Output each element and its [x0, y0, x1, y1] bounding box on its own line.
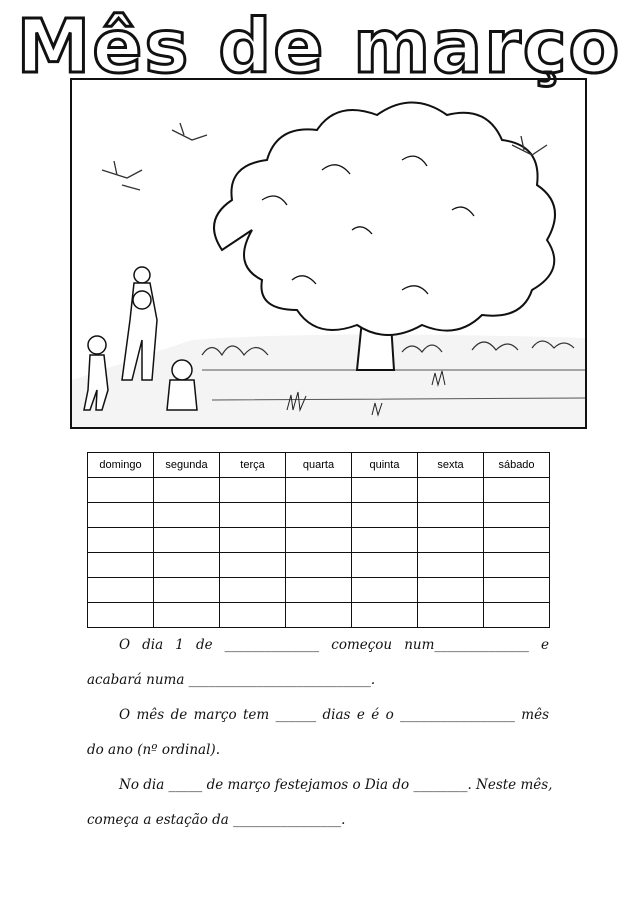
calendar-day-cell[interactable]	[352, 553, 418, 578]
calendar-day-cell[interactable]	[220, 478, 286, 503]
calendar-day-cell[interactable]	[88, 603, 154, 628]
calendar-day-cell[interactable]	[88, 553, 154, 578]
calendar-day-cell[interactable]	[352, 528, 418, 553]
calendar-day-cell[interactable]	[286, 603, 352, 628]
calendar-day-cell[interactable]	[286, 503, 352, 528]
calendar-header-cell: domingo	[88, 453, 154, 478]
calendar-header-cell: terça	[220, 453, 286, 478]
calendar-header-cell: sexta	[418, 453, 484, 478]
calendar-header-cell: quarta	[286, 453, 352, 478]
calendar-day-cell[interactable]	[484, 553, 550, 578]
calendar-day-cell[interactable]	[418, 478, 484, 503]
calendar-day-cell[interactable]	[418, 503, 484, 528]
calendar-day-cell[interactable]	[352, 603, 418, 628]
calendar-day-cell[interactable]	[352, 503, 418, 528]
calendar-day-cell[interactable]	[484, 528, 550, 553]
calendar-day-cell[interactable]	[154, 503, 220, 528]
illustration	[70, 78, 587, 429]
paragraph-line: O mês de março tem ______ dias e é o _________________ mês	[119, 707, 549, 723]
calendar-day-cell[interactable]	[154, 578, 220, 603]
calendar-day-cell[interactable]	[286, 478, 352, 503]
calendar-week-row	[88, 503, 550, 528]
paragraph-line: O dia 1 de ______________ começou num______________ e	[119, 637, 549, 653]
calendar-day-cell[interactable]	[154, 553, 220, 578]
calendar-day-cell[interactable]	[88, 478, 154, 503]
calendar-day-cell[interactable]	[154, 528, 220, 553]
calendar-week-row	[88, 553, 550, 578]
paragraph-line: do ano (nº ordinal).	[87, 742, 220, 758]
tree-illustration	[72, 80, 585, 427]
calendar-body	[88, 478, 550, 628]
calendar-header-cell: quinta	[352, 453, 418, 478]
calendar-day-cell[interactable]	[484, 578, 550, 603]
calendar-day-cell[interactable]	[352, 478, 418, 503]
calendar-day-cell[interactable]	[220, 553, 286, 578]
calendar-day-cell[interactable]	[418, 528, 484, 553]
calendar-week-row	[88, 528, 550, 553]
paragraph-line: No dia _____ de março festejamos o Dia do ________. Neste mês,	[119, 777, 553, 793]
calendar-day-cell[interactable]	[154, 478, 220, 503]
calendar-week-row	[88, 478, 550, 503]
calendar-header-cell: sábado	[484, 453, 550, 478]
calendar-day-cell[interactable]	[88, 528, 154, 553]
tree-icon	[214, 103, 555, 371]
calendar-week-row	[88, 603, 550, 628]
calendar-day-cell[interactable]	[220, 578, 286, 603]
paragraph-line: começa a estação da ________________.	[87, 812, 346, 828]
calendar-day-cell[interactable]	[154, 603, 220, 628]
calendar-day-cell[interactable]	[484, 503, 550, 528]
calendar-week-row	[88, 578, 550, 603]
calendar-day-cell[interactable]	[352, 578, 418, 603]
page-title: Mês de março	[16, 4, 622, 90]
calendar-day-cell[interactable]	[286, 553, 352, 578]
calendar-table	[87, 452, 550, 628]
calendar-day-cell[interactable]	[418, 603, 484, 628]
calendar-day-cell[interactable]	[220, 603, 286, 628]
paragraph-line: acabará numa ___________________________.	[87, 672, 376, 688]
calendar-day-cell[interactable]	[418, 553, 484, 578]
calendar-day-cell[interactable]	[286, 528, 352, 553]
calendar-day-cell[interactable]	[484, 603, 550, 628]
calendar-day-cell[interactable]	[220, 503, 286, 528]
calendar-day-cell[interactable]	[484, 478, 550, 503]
calendar-day-cell[interactable]	[418, 578, 484, 603]
calendar-header-cell: segunda	[154, 453, 220, 478]
calendar-day-cell[interactable]	[286, 578, 352, 603]
calendar-day-cell[interactable]	[220, 528, 286, 553]
calendar-day-cell[interactable]	[88, 578, 154, 603]
calendar-header-row	[88, 453, 550, 478]
exercise-text	[87, 628, 553, 838]
calendar-day-cell[interactable]	[88, 503, 154, 528]
